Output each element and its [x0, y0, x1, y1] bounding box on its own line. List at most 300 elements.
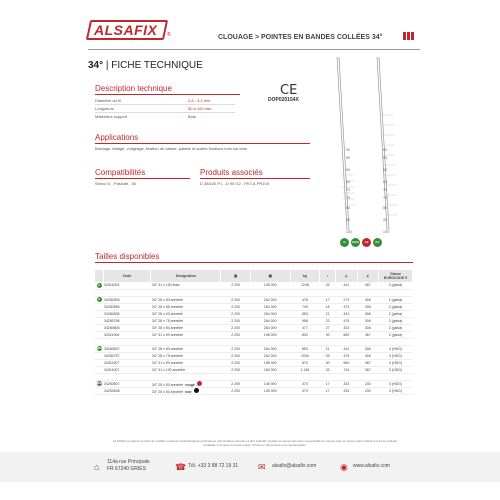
legend-right-8: 100	[383, 230, 389, 234]
cell-code	[103, 331, 151, 338]
table-row	[95, 317, 413, 324]
cell-designation	[151, 310, 221, 317]
badge-hdg: HDG	[351, 238, 360, 247]
cell-code-text: 34280806	[104, 325, 120, 330]
cell-class	[379, 310, 413, 317]
cell-pull-text: 306	[364, 325, 371, 330]
cell-code-text: 34280757	[104, 353, 120, 358]
cell-pallet	[250, 296, 290, 303]
applications-text: Bardage, lattage, voligeage, fixation de caisse, palette et autres fixations bois sur bois	[95, 146, 247, 151]
table-group-gap	[95, 338, 413, 345]
cell-weight	[290, 366, 319, 373]
spec-value-1: 50 à 100 mm	[188, 106, 212, 111]
color-dot-icon	[197, 381, 202, 386]
cell-pack-text: 2 200	[231, 311, 240, 316]
home-icon: ⌂	[94, 462, 100, 472]
table-row	[95, 387, 413, 394]
cell-class	[379, 282, 413, 289]
footer-disclaimer: ALSAFIX se réserve le droit de modifier certaines caractéristiques techniques. Informations données à titre indicatif. Veuillez en aucun être tenu responsable en cas de mise en œuvre sans critical et à leurs produits préalable à l'emploi ou à leur usage. Photos et documents non contractuelles.	[113, 439, 397, 447]
cell-pack-text: 2 200	[231, 388, 240, 393]
cell-class-text: 2 (galva)	[388, 297, 403, 302]
cell-shear-text: 333	[343, 388, 350, 393]
cell-pull	[357, 387, 378, 394]
compat-rule	[95, 178, 190, 179]
cell-class-text: 3 (HDG)	[388, 360, 403, 365]
cell-length-text: 25	[325, 353, 330, 358]
cell-class-text: 3 (HDG)	[388, 381, 403, 386]
cell-weight-text: 853	[301, 346, 308, 351]
produits-heading: Produits associés	[200, 168, 263, 177]
cell-pack	[221, 387, 250, 394]
cell-designation	[151, 324, 221, 331]
table-row	[95, 380, 413, 387]
cell-code-text: 34311907	[104, 360, 120, 365]
cell-pallet	[250, 387, 290, 394]
cell-shear	[336, 387, 357, 394]
cell-pallet-text: 264 000	[263, 318, 277, 323]
cell-weight-text: 749	[301, 304, 308, 309]
cell-code	[103, 310, 151, 317]
cell-code	[103, 345, 151, 352]
row-marker	[95, 331, 103, 338]
cell-shear-text: 373	[343, 304, 350, 309]
cell-length	[320, 352, 336, 359]
cell-designation	[151, 317, 221, 324]
cell-shear-text: 441	[343, 311, 350, 316]
cell-pull	[357, 324, 378, 331]
logo-text: ALSAFIX	[94, 22, 158, 38]
cell-pack	[221, 352, 250, 359]
cell-class-text: 2 (galva)	[388, 304, 403, 309]
gap-cell	[95, 373, 413, 380]
hdg-dot-icon: HDG	[96, 347, 103, 350]
cell-pallet	[250, 324, 290, 331]
cell-pack-text: 2 200	[231, 304, 240, 309]
title-text: FICHE TECHNIQUE	[111, 60, 203, 71]
cell-shear	[336, 324, 357, 331]
cell-weight-text: 870	[301, 360, 308, 365]
description-rule	[95, 94, 240, 95]
gap-cell	[95, 289, 413, 296]
cell-pull-text: 367	[364, 367, 371, 372]
cell-pull-text: 230	[364, 381, 371, 386]
cell-pack	[221, 317, 250, 324]
cell-weight	[290, 345, 319, 352]
cell-pallet-text: 264 000	[263, 346, 277, 351]
cell-length	[320, 387, 336, 394]
cell-length-text: 30	[325, 360, 330, 365]
sizes-table	[95, 270, 413, 395]
legend-left-5: 75	[346, 196, 350, 200]
tailles-rule	[95, 262, 413, 263]
phone-icon: ☎	[175, 462, 187, 472]
row-marker	[95, 282, 103, 289]
cell-class-text: 3 (HDG)	[388, 353, 403, 358]
legend-right-0: 50	[383, 148, 387, 152]
applications-heading: Applications	[95, 133, 139, 142]
spec-divider	[95, 112, 235, 113]
col-nail-icon: ↕	[320, 270, 336, 282]
cell-pack-text: 2 200	[231, 318, 240, 323]
cell-designation-text: 34° 31 x 100 lisse	[151, 283, 180, 288]
cell-pull-text: 306	[364, 304, 371, 309]
cell-length-text: 23	[325, 318, 330, 323]
cell-shear-text: 475	[343, 353, 350, 358]
cell-shear	[336, 317, 357, 324]
cell-pull	[357, 317, 378, 324]
cell-pack	[221, 303, 250, 310]
badge-a2: A2	[362, 238, 371, 247]
description-heading: Description technique	[95, 84, 172, 93]
table-row	[95, 359, 413, 366]
col-box-icon: ▣	[221, 270, 250, 282]
color-dot-icon	[194, 388, 199, 393]
cell-class	[379, 359, 413, 366]
cell-pack	[221, 359, 250, 366]
cell-designation-text: 34° 25 x 50 annelée	[151, 382, 184, 387]
cell-pull	[357, 345, 378, 352]
row-marker	[95, 345, 103, 352]
produits-text: D 38/100 P1 - D 90 G2 - PKT-8-PR100	[200, 181, 269, 186]
cell-length	[320, 366, 336, 373]
row-marker	[95, 296, 103, 303]
cell-designation	[151, 331, 221, 338]
cell-pallet	[250, 352, 290, 359]
row-marker	[95, 303, 103, 310]
spec-label-2: Matériaux support	[95, 114, 128, 119]
cell-weight-text: 832	[301, 332, 308, 337]
cell-code	[103, 380, 151, 387]
cell-pull-text: 306	[364, 353, 371, 358]
cell-designation	[151, 303, 221, 310]
cell-pack-text: 2 200	[231, 353, 240, 358]
cell-length	[320, 331, 336, 338]
col-angle2-icon: ∠	[357, 270, 378, 282]
cell-code	[103, 324, 151, 331]
dop-code: DOP020154X	[268, 97, 299, 103]
web-link[interactable]: www.alsafix.com	[353, 463, 390, 469]
cell-pack	[221, 296, 250, 303]
cell-shear	[336, 282, 357, 289]
cell-designation-text: 34° 31 x 90 annelée	[151, 332, 184, 337]
footer-bar	[0, 452, 500, 482]
title-sep: |	[105, 60, 109, 71]
cell-class-text: 3 (galva)	[388, 283, 403, 288]
cell-class	[379, 387, 413, 394]
cell-shear-text: 441	[343, 283, 350, 288]
cell-designation	[151, 352, 221, 359]
cell-weight-text: 477	[301, 325, 308, 330]
cell-weight-text: 1039	[300, 353, 309, 358]
cell-weight	[290, 303, 319, 310]
cell-pull	[357, 310, 378, 317]
cell-pull-text: 367	[364, 283, 371, 288]
cell-weight	[290, 282, 319, 289]
cell-length-text: 17	[325, 381, 330, 386]
cell-pack	[221, 345, 250, 352]
email-icon: ✉	[258, 462, 266, 472]
cell-code	[103, 352, 151, 359]
gap-cell	[95, 338, 413, 345]
cell-class-text: 2 (galva)	[388, 325, 403, 330]
cell-shear	[336, 366, 357, 373]
badge-fc: FC	[373, 238, 382, 247]
legend-left-7: 90	[346, 218, 350, 222]
cell-shear-text: 441	[343, 346, 350, 351]
cell-class	[379, 345, 413, 352]
cell-weight-text: 373	[301, 388, 308, 393]
legend-right-1: 55	[383, 156, 387, 160]
cell-code-text: 34280556	[104, 304, 120, 309]
row-marker	[95, 352, 103, 359]
address-line-1: 114a rue Principale	[107, 459, 150, 465]
cell-pull	[357, 366, 378, 373]
cell-pallet	[250, 331, 290, 338]
cell-pack	[221, 380, 250, 387]
cell-weight-text: 476	[301, 297, 308, 302]
cell-pack-text: 2 200	[231, 360, 240, 365]
legend-left-0: 50	[346, 148, 350, 152]
cell-pull	[357, 380, 378, 387]
cell-pull	[357, 352, 378, 359]
cell-pallet-text: 145 000	[263, 283, 277, 288]
cell-pack-text: 2 200	[231, 283, 240, 288]
table-header-row	[95, 270, 413, 282]
table-row	[95, 296, 413, 303]
cell-designation-text: 34° 31 x 90 annelée	[151, 360, 184, 365]
cell-designation-text: 34° 28 x 55 annelée	[151, 304, 184, 309]
row-marker	[95, 317, 103, 324]
cell-length	[320, 359, 336, 366]
cell-designation-text: 34° 28 x 75 annelée	[151, 318, 184, 323]
cell-shear	[336, 296, 357, 303]
cell-length-text: 17	[325, 297, 330, 302]
cell-pack-text: 2 200	[231, 346, 240, 351]
compat-text: Senco D - Paslode - 50	[95, 181, 137, 186]
cell-shear	[336, 359, 357, 366]
cell-pull-text: 367	[364, 332, 371, 337]
cell-length	[320, 380, 336, 387]
cell-length	[320, 345, 336, 352]
cell-weight	[290, 359, 319, 366]
globe-icon: ◉	[340, 462, 348, 472]
badge-g: G	[340, 238, 349, 247]
compat-heading: Compatibilités	[95, 168, 146, 177]
legend-right-5: 75	[383, 196, 387, 200]
cell-code	[103, 366, 151, 373]
col-angle-icon: ∠	[336, 270, 357, 282]
cell-shear-text: 333	[343, 381, 350, 386]
hdg-dot-icon: HDG	[96, 382, 103, 385]
cell-length-text: 21	[325, 311, 330, 316]
phone-text[interactable]: Tél. +33 3 88 72 19 31	[188, 463, 239, 469]
applications-rule	[95, 143, 310, 144]
table-row	[95, 352, 413, 359]
cell-class	[379, 324, 413, 331]
cell-pack-text: 2 200	[231, 325, 240, 330]
cell-code-text: 34250508	[104, 388, 120, 393]
spec-value-2: Bois	[188, 114, 196, 119]
cell-pull	[357, 282, 378, 289]
cell-pallet	[250, 310, 290, 317]
cell-pack	[221, 282, 250, 289]
cell-pack	[221, 331, 250, 338]
cell-weight-text: 1248	[300, 283, 309, 288]
tailles-heading: Tailles disponibles	[95, 252, 160, 261]
col-pallet-icon: ▦	[250, 270, 290, 282]
title-angle: 34°	[88, 60, 104, 71]
legend-right-4: 70	[383, 188, 387, 192]
table-group-gap	[95, 289, 413, 296]
cell-code	[103, 359, 151, 366]
logo-reg: ®	[167, 32, 171, 38]
cell-class-text: 2 (galva)	[388, 318, 403, 323]
cell-code-text: 34280506	[104, 297, 120, 302]
cell-pallet-text: 198 000	[263, 360, 277, 365]
table-row	[95, 310, 413, 317]
cell-pallet	[250, 282, 290, 289]
cell-code-text: 34311003	[104, 283, 120, 288]
breadcrumb: CLOUAGE > POINTES EN BANDES COLLÉES 34°	[218, 34, 383, 41]
cell-code-text: 34250507	[104, 381, 120, 386]
cell-shear-text: 560	[343, 360, 350, 365]
row-marker	[95, 366, 103, 373]
cell-pack-text: 2 200	[231, 367, 240, 372]
cell-code	[103, 303, 151, 310]
cell-pallet	[250, 317, 290, 324]
galva-dot-icon: G	[98, 283, 100, 287]
col-kg: kg	[290, 270, 319, 282]
legend-left-4: 70	[346, 188, 350, 192]
cell-weight-text: 1 136	[300, 367, 310, 372]
table-row	[95, 324, 413, 331]
cell-pull	[357, 296, 378, 303]
table-row	[95, 303, 413, 310]
cell-designation	[151, 366, 221, 373]
cell-length	[320, 282, 336, 289]
cell-weight	[290, 331, 319, 338]
cell-designation	[151, 345, 221, 352]
cell-designation-text: 34° 25 x 50 annelée	[151, 389, 184, 394]
cell-code	[103, 296, 151, 303]
cell-pallet	[250, 366, 290, 373]
cell-pull	[357, 303, 378, 310]
cell-weight	[290, 380, 319, 387]
cell-shear-text: 560	[343, 332, 350, 337]
cell-designation	[151, 387, 221, 394]
ce-mark: CE	[280, 83, 298, 98]
cell-pallet	[250, 359, 290, 366]
cell-designation-text: 34° 28 x 75 annelée	[151, 353, 184, 358]
cell-designation-text: 34° 28 x 50 annelée	[151, 297, 184, 302]
cell-pull-text: 367	[364, 360, 371, 365]
cell-shear	[336, 331, 357, 338]
cell-class-text: 3 (HDG)	[388, 367, 403, 372]
cell-length-text: 33	[325, 367, 330, 372]
cell-pack	[221, 310, 250, 317]
nail-strip-illustration	[315, 55, 420, 255]
cell-code	[103, 387, 151, 394]
cell-length	[320, 310, 336, 317]
cell-shear	[336, 303, 357, 310]
legend-left-2: 60	[346, 168, 350, 172]
col-marker	[95, 270, 103, 282]
cell-code-text: 34280637	[104, 346, 120, 351]
cell-designation	[151, 296, 221, 303]
cell-pull-text: 306	[364, 297, 371, 302]
cell-pallet	[250, 345, 290, 352]
spec-value-0: 2,8 - 3,1 mm	[188, 98, 211, 103]
cell-pack-text: 2 200	[231, 381, 240, 386]
cell-pallet-text: 264 000	[263, 353, 277, 358]
cell-pull-text: 230	[364, 388, 371, 393]
cell-pack-text: 2 200	[231, 332, 240, 337]
cell-pack	[221, 324, 250, 331]
col-code: Code	[103, 270, 151, 282]
header-rule	[88, 49, 420, 50]
cell-pallet-text: 198 000	[263, 332, 277, 337]
cell-weight	[290, 324, 319, 331]
cell-weight-text: 373	[301, 381, 308, 386]
cell-length-text: 17	[325, 388, 330, 393]
cell-class	[379, 317, 413, 324]
cell-designation	[151, 282, 221, 289]
cell-length-text: 27	[325, 325, 330, 330]
page-title	[88, 60, 203, 71]
cell-class-text: 3 (HDG)	[388, 388, 403, 393]
cell-class-text: 3 (HDG)	[388, 346, 403, 351]
legend-left-1: 55	[346, 156, 350, 160]
col-eurocode: Classe EUROCODE 5	[379, 270, 413, 282]
cell-pallet	[250, 303, 290, 310]
cell-class	[379, 366, 413, 373]
cell-shear	[336, 352, 357, 359]
cell-weight-text: 853	[301, 311, 308, 316]
cell-designation	[151, 359, 221, 366]
cell-weight-text: 998	[301, 318, 308, 323]
cell-class	[379, 352, 413, 359]
cell-weight	[290, 352, 319, 359]
cell-class	[379, 380, 413, 387]
cell-pull	[357, 331, 378, 338]
cell-length-text: 18	[325, 304, 330, 309]
legend-right-2: 60	[383, 168, 387, 172]
cell-designation-text: 34° 28 x 80 annelée	[151, 325, 184, 330]
cell-pull	[357, 359, 378, 366]
cell-length	[320, 303, 336, 310]
address-line-2: FR 67240 GRIES	[107, 466, 146, 472]
cell-shear	[336, 345, 357, 352]
email-link[interactable]: alsafix@alsafix.com	[272, 463, 317, 469]
legend-left-3: 65	[346, 180, 350, 184]
cell-shear	[336, 380, 357, 387]
row-marker	[95, 387, 103, 394]
cell-code-text: 34280636	[104, 311, 120, 316]
cell-length	[320, 296, 336, 303]
legend-right-6: 80	[383, 206, 387, 210]
cell-shear-text: 744	[343, 367, 350, 372]
cell-shear-text: 475	[343, 318, 350, 323]
cell-pallet-text: 145 000	[263, 388, 277, 393]
produits-rule	[200, 178, 310, 179]
cell-shear-text: 323	[343, 325, 350, 330]
table-row	[95, 331, 413, 338]
spec-divider	[95, 104, 235, 105]
table-group-gap	[95, 373, 413, 380]
cell-code	[103, 282, 151, 289]
col-designation: Désignation	[151, 270, 221, 282]
sizes-table-body	[95, 282, 413, 394]
